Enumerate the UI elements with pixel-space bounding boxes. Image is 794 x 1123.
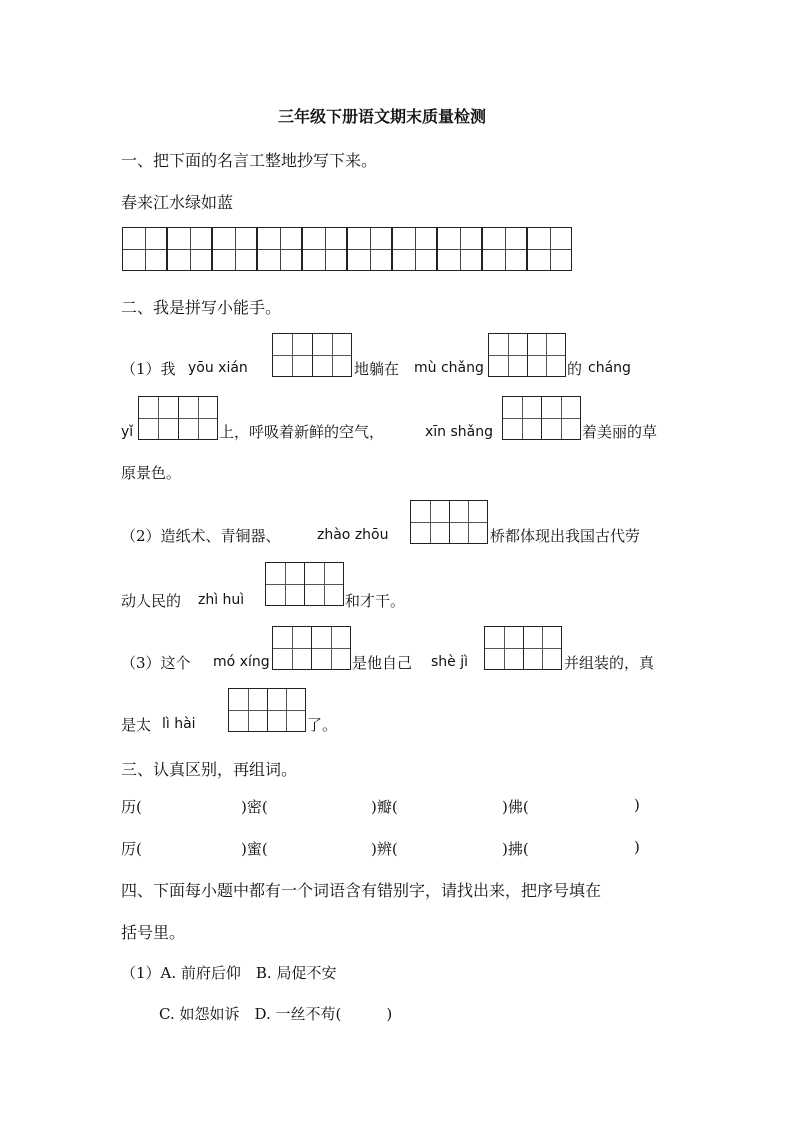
q1-pinyin-3b: yǐ	[121, 424, 134, 440]
copy-writing-grid[interactable]	[122, 227, 572, 271]
grid-cell[interactable]	[213, 228, 258, 270]
compare-row-2-item-4: )拂(	[502, 840, 529, 858]
compare-row-2-item-2: )蜜(	[241, 840, 268, 858]
section3-heading: 三、认真区别，再组词。	[121, 760, 298, 779]
compare-row-2-item-5: )	[634, 838, 640, 856]
compare-row-1-item-3: )瓣(	[371, 798, 398, 816]
q1-pinyin-4: xīn shǎng	[425, 424, 494, 440]
q2-text-2: 动人民的	[121, 592, 182, 610]
q3-text-2: 并组装的，真	[564, 654, 655, 672]
section1-heading: 一、把下面的名言工整地抄写下来。	[121, 151, 378, 170]
answer-box-q3-3[interactable]	[228, 688, 306, 732]
q3-pinyin-2: shè jì	[431, 654, 469, 670]
compare-row-1-item-2: )密(	[241, 798, 268, 816]
grid-cell[interactable]	[438, 228, 483, 270]
grid-cell[interactable]	[168, 228, 213, 270]
q1-text-3: 上，呼吸着新鲜的空气，	[219, 423, 385, 441]
grid-cell[interactable]	[303, 228, 348, 270]
q1-pinyin-3a: cháng	[588, 360, 631, 376]
answer-box-q2-1[interactable]	[410, 500, 488, 544]
answer-box-q2-2[interactable]	[265, 562, 344, 606]
q2-text-3: 和才干。	[345, 592, 406, 610]
q1-text-2: 的	[567, 360, 583, 378]
answer-box-q3-2[interactable]	[484, 626, 562, 670]
q3-text-4: 了。	[307, 716, 338, 734]
grid-cell[interactable]	[123, 228, 168, 270]
q3-text-3: 是太	[121, 716, 152, 734]
q3-pinyin-3: lì hài	[162, 716, 196, 732]
compare-row-1-item-5: )	[634, 796, 640, 814]
q1-text-5: 原景色。	[121, 464, 182, 482]
answer-box-q1-2[interactable]	[488, 333, 566, 377]
q1-number: （1）我	[121, 360, 176, 378]
section2-heading: 二、我是拼写小能手。	[121, 298, 282, 317]
q1-text-4: 着美丽的草	[582, 423, 658, 441]
section4-q1-line-1: （1）A. 前府后仰 B. 局促不安	[121, 964, 337, 982]
q2-number: （2）造纸术、青铜器、	[121, 527, 281, 545]
compare-row-2-item-1: 厉(	[121, 840, 142, 858]
answer-box-q1-4[interactable]	[502, 396, 581, 440]
q1-text-1: 地躺在	[354, 360, 400, 378]
q3-text-1: 是他自己	[352, 654, 413, 672]
q1-pinyin-1: yōu xián	[188, 360, 248, 376]
compare-row-2-item-3: )辨(	[371, 840, 398, 858]
grid-cell[interactable]	[393, 228, 438, 270]
compare-row-1-item-1: 历(	[121, 798, 142, 816]
answer-box-q1-1[interactable]	[272, 333, 352, 377]
section4-heading-cont: 括号里。	[121, 923, 186, 942]
section1-quote: 春来江水绿如蓝	[121, 193, 234, 212]
page-title: 三年级下册语文期末质量检测	[278, 107, 487, 126]
q3-pinyin-1: mó xíng	[213, 654, 270, 670]
answer-box-q3-1[interactable]	[272, 626, 351, 670]
q1-pinyin-2: mù chǎng	[414, 360, 484, 376]
compare-row-1-item-4: )佛(	[502, 798, 529, 816]
answer-box-q1-3[interactable]	[138, 396, 218, 440]
grid-cell[interactable]	[348, 228, 393, 270]
section4-heading: 四、下面每小题中都有一个词语含有错别字，请找出来，把序号填在	[121, 881, 602, 900]
grid-cell[interactable]	[528, 228, 571, 270]
grid-cell[interactable]	[258, 228, 303, 270]
q3-number: （3）这个	[121, 654, 191, 672]
grid-cell[interactable]	[483, 228, 528, 270]
section4-q1-line-2: C. 如怨如诉 D. 一丝不苟( )	[159, 1005, 393, 1023]
q2-text-1: 桥都体现出我国古代劳	[490, 527, 641, 545]
q2-pinyin-1: zhào zhōu	[317, 527, 389, 543]
q2-pinyin-2: zhì huì	[198, 592, 245, 608]
